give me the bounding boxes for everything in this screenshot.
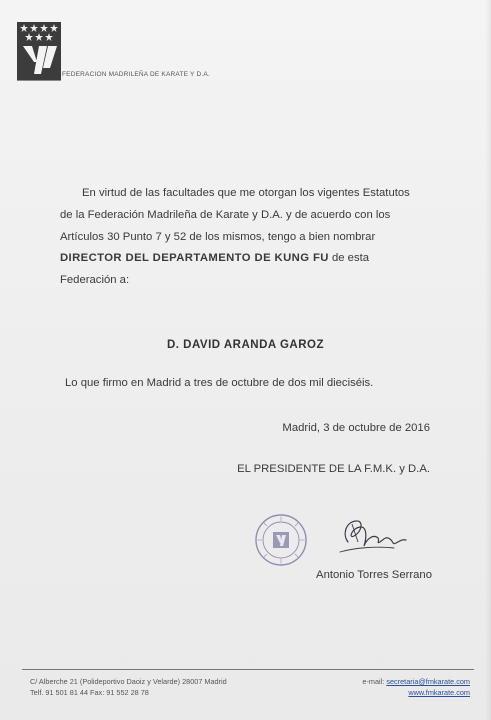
- paragraph-line-1: En virtud de las facultades que me otorgan los vigentes Estatutos: [82, 187, 410, 199]
- logo-rule: [17, 80, 61, 81]
- president-title: EL PRESIDENTE DE LA F.M.K. y D.A.: [237, 463, 430, 475]
- website-link[interactable]: www.fmkarate.com: [408, 687, 470, 697]
- organization-name: FEDERACION MADRILEÑA DE KARATE Y D.A.: [62, 71, 210, 78]
- footer-contact: [30, 677, 227, 698]
- paragraph-line-4-tail: de esta: [328, 252, 370, 265]
- footer-divider: [22, 669, 474, 670]
- signer-name: Antonio Torres Serrano: [316, 569, 432, 581]
- place-date: Madrid, 3 de octubre de 2016: [282, 422, 430, 434]
- page-edge-shadow: [485, 0, 491, 720]
- footer-online: [362, 677, 470, 698]
- footer-address: C/ Alberche 21 (Polideportivo Daoiz y Velarde) 28007 Madrid: [30, 677, 227, 686]
- handwritten-signature: [334, 512, 410, 558]
- footer-email-line: [362, 677, 470, 688]
- paragraph-line-3: Artículos 30 Punto 7 y 52 de los mismos, tengo a bien nombrar: [60, 230, 376, 243]
- paragraph-line-5: Federación a:: [60, 274, 130, 287]
- email-link[interactable]: secretaria@fmkarate.com: [386, 677, 470, 686]
- closing-statement: Lo que firmo en Madrid a tres de octubre de dos mil dieciséis.: [65, 377, 374, 389]
- paragraph-line-2: de la Federación Madrileña de Karate y D.A. y de acuerdo con los: [60, 208, 391, 221]
- federation-logo: [17, 22, 61, 80]
- appointment-paragraph: [60, 183, 432, 292]
- official-seal-stamp: [254, 513, 308, 567]
- appointee-name: D. DAVID ARANDA GAROZ: [166, 339, 324, 351]
- email-label: e-mail:: [362, 677, 387, 686]
- appointment-title: DIRECTOR DEL DEPARTAMENTO DE KUNG FU: [60, 252, 329, 265]
- paragraph-line-4: [60, 248, 432, 270]
- footer-phones: Telf. 91 501 81 44 Fax: 91 552 28 78: [30, 687, 149, 697]
